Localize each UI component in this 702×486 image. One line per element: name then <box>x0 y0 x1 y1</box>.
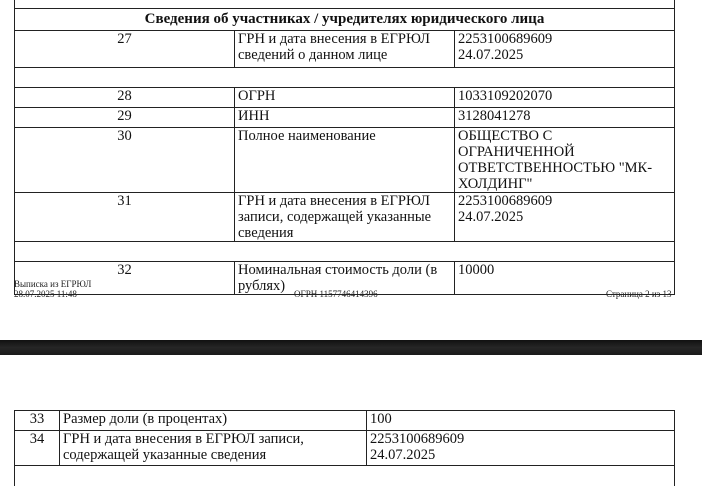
footer-ogrn: ОГРН 1157746414396 <box>294 289 378 299</box>
row-label: ГРН и дата внесения в ЕГРЮЛ сведений о данном лице <box>235 31 455 68</box>
row-label: ИНН <box>235 108 455 128</box>
table-row-33 <box>15 411 675 431</box>
row-value <box>455 31 675 68</box>
table-row-28 <box>15 88 675 108</box>
row-label: ГРН и дата внесения в ЕГРЮЛ записи, содержащей указанные сведения <box>60 431 367 466</box>
name-line-2: ОТВЕТСТВЕННОСТЬЮ "МК-ХОЛДИНГ" <box>458 160 671 192</box>
grn-value: 2253100689609 <box>370 431 671 447</box>
nominal-value: 10000 <box>455 262 675 295</box>
table-row-34 <box>15 431 675 466</box>
grn-value: 2253100689609 <box>458 31 671 47</box>
table-row-31 <box>15 193 675 242</box>
row-label: Размер доли (в процентах) <box>60 411 367 431</box>
section-header-row <box>15 9 675 31</box>
row-value <box>455 128 675 193</box>
grn-value: 2253100689609 <box>458 193 671 209</box>
participants-table <box>14 0 675 295</box>
footer-page-number: Страница 2 из 13 <box>606 289 672 299</box>
row-number: 27 <box>15 31 235 68</box>
row-label: ОГРН <box>235 88 455 108</box>
footer-datetime: 28.07.2025 11:48 <box>14 289 91 299</box>
row-label: Номинальная стоимость доли (в рублях) <box>235 262 455 295</box>
footer-left <box>14 279 91 299</box>
table-row-blank <box>15 466 675 486</box>
row-label: ГРН и дата внесения в ЕГРЮЛ записи, содержащей указанные сведения <box>235 193 455 242</box>
row-number: 31 <box>15 193 235 242</box>
table-row-blank <box>15 242 675 262</box>
row-label: Полное наименование <box>235 128 455 193</box>
row-number: 30 <box>15 128 235 193</box>
section-title: Сведения об участниках / учредителях юридического лица <box>15 9 675 31</box>
row-number: 32 <box>15 262 235 295</box>
date-value: 24.07.2025 <box>458 47 671 63</box>
inn-value: 3128041278 <box>455 108 675 128</box>
name-line-1: ОБЩЕСТВО С ОГРАНИЧЕННОЙ <box>458 128 671 160</box>
date-value: 24.07.2025 <box>370 447 671 463</box>
date-value: 24.07.2025 <box>458 209 671 225</box>
page-separator <box>0 340 702 355</box>
table-row-27 <box>15 31 675 68</box>
footer-doc-title: Выписка из ЕГРЮЛ <box>14 279 91 289</box>
share-percent-value: 100 <box>367 411 675 431</box>
row-number: 33 <box>15 411 60 431</box>
table-row-blank <box>15 68 675 88</box>
row-value <box>367 431 675 466</box>
table-row-29 <box>15 108 675 128</box>
row-value <box>455 193 675 242</box>
document-page-3 <box>0 355 702 480</box>
row-number: 34 <box>15 431 60 466</box>
ogrn-value: 1033109202070 <box>455 88 675 108</box>
table-row-blank-top <box>15 0 675 9</box>
table-row-30 <box>15 128 675 193</box>
row-number: 29 <box>15 108 235 128</box>
row-number: 28 <box>15 88 235 108</box>
participants-table-continued <box>14 410 675 486</box>
